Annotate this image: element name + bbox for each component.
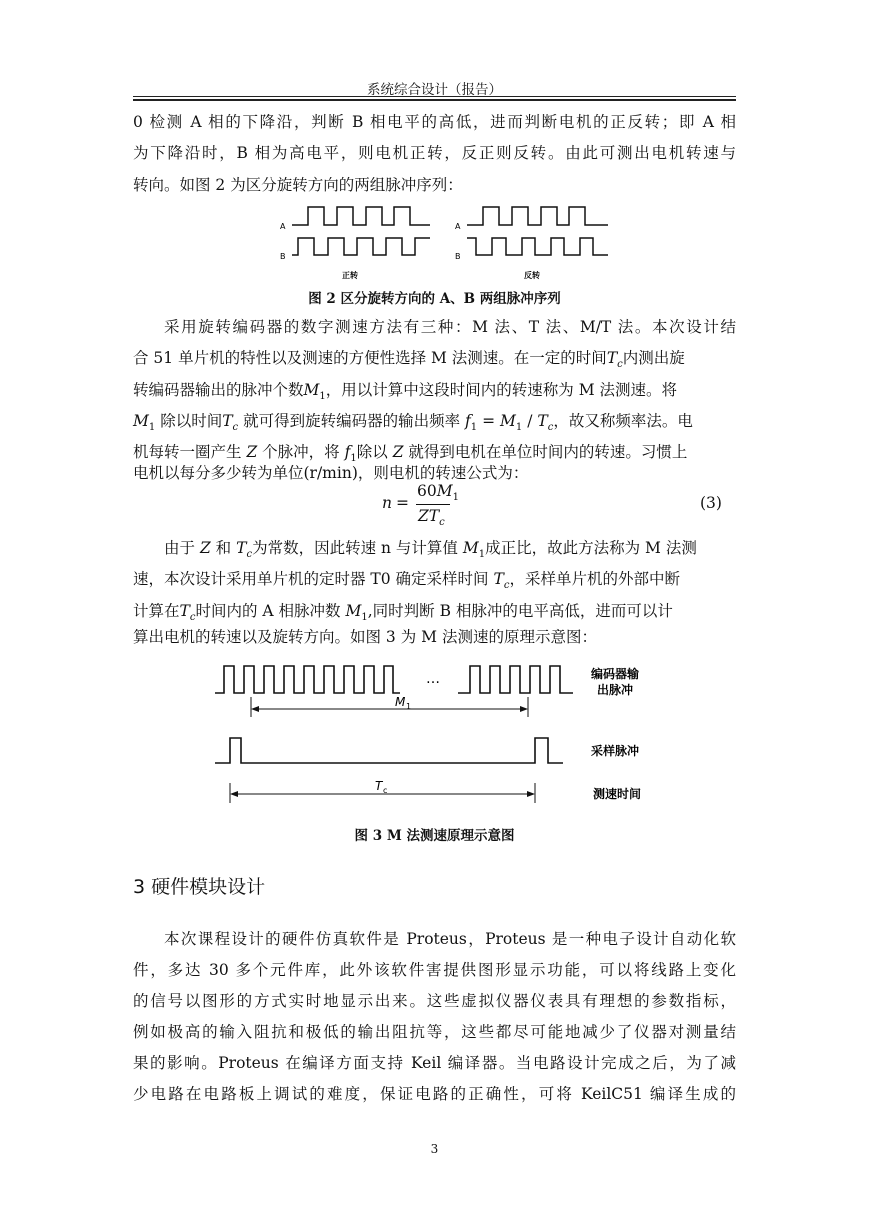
sym-c: c bbox=[439, 517, 445, 529]
sym-T: T bbox=[493, 570, 504, 588]
fig2-right-a-wave bbox=[467, 207, 608, 225]
sym-c: c bbox=[617, 359, 623, 371]
para1-line2: 为下降沿时，B 相为高电平，则电机正转，反正则反转。由此可测出电机转速与 bbox=[133, 144, 736, 162]
page-header-title: 系统综合设计（报告） bbox=[367, 82, 502, 98]
header-rule-thick bbox=[133, 99, 736, 101]
para3-line2-a: 速，本次设计采用单片机的定时器 T0 确定采样时间 bbox=[133, 570, 489, 588]
para1-line1: 0 检测 A 相的下降沿，判断 B 相电平的高低，进而判断电机的正反转；即 A 相 bbox=[133, 113, 736, 131]
sym-slash: / bbox=[527, 412, 533, 430]
para3-line1-d: 成正比，故此方法称为 M 法测 bbox=[485, 539, 697, 557]
eq-equals: = bbox=[396, 494, 409, 512]
fig3-encoder-pulses-left bbox=[215, 666, 400, 693]
figure2-pulse-diagram bbox=[262, 198, 642, 284]
para2-line1: 采用旋转编码器的数字测速方法有三种：M 法、T 法、M/T 法。本次设计结 bbox=[164, 318, 736, 336]
sym-T: T bbox=[428, 507, 440, 525]
equation-3 bbox=[360, 481, 460, 529]
sym-M: M bbox=[303, 381, 320, 399]
sym-eq: = bbox=[482, 412, 496, 430]
page-number: 3 bbox=[430, 1142, 439, 1156]
fig3-tc-sub: c bbox=[383, 786, 388, 795]
para2-line5-d: 就得到电机在单位时间内的转速。习惯上 bbox=[408, 443, 688, 461]
para3-line1 bbox=[133, 537, 736, 559]
para1-line3: 转向。如图 2 为区分旋转方向的两组脉冲序列： bbox=[133, 176, 463, 194]
sym-M: M bbox=[133, 412, 149, 430]
para4-line6: 少电路在电路板上调试的难度，保证电路的正确性，可将 KeilC51 编译生成的 bbox=[133, 1085, 736, 1103]
fig2-right-label-b: B bbox=[455, 252, 461, 261]
para2-line4-c: ，故又称频率法。电 bbox=[553, 412, 693, 430]
sym-c: c bbox=[547, 422, 554, 434]
figure3-caption: 图 3 M 法测速原理示意图 bbox=[354, 828, 515, 844]
sym-1: 1 bbox=[452, 492, 459, 504]
sym-f: f bbox=[465, 412, 471, 430]
fig2-left-a-wave bbox=[292, 207, 430, 225]
figure2-caption: 图 2 区分旋转方向的 A、B 两组脉冲序列 bbox=[308, 291, 561, 307]
sym-Z: Z bbox=[246, 443, 258, 461]
fig2-left-label-b: B bbox=[280, 252, 286, 261]
sym-T: T bbox=[179, 602, 190, 620]
para2-line3-b: ，用以计算中这段时间内的转速称为 M 法测速。将 bbox=[325, 381, 677, 399]
sym-c: c bbox=[232, 422, 239, 434]
para2-line3 bbox=[133, 379, 736, 401]
sym-T: T bbox=[222, 412, 233, 430]
sym-T: T bbox=[236, 539, 247, 557]
fig2-left-label-a: A bbox=[280, 222, 286, 231]
para4-line4: 例如极高的输入阻抗和极低的输出阻抗等，这些都尽可能地减少了仪器对测量结 bbox=[133, 1023, 736, 1041]
para3-line4: 算出电机的转速以及旋转方向。如图 3 为 M 法测速的原理示意图： bbox=[133, 628, 597, 646]
fig2-right-b-wave bbox=[467, 238, 608, 255]
fig2-left-caption: 正转 bbox=[342, 271, 358, 280]
sym-1: 1 bbox=[319, 391, 326, 403]
para2-line5-a: 机每转一圈产生 bbox=[133, 443, 242, 461]
fig3-ellipsis: … bbox=[426, 671, 440, 687]
para2-line2 bbox=[133, 347, 736, 369]
sym-1: 1 bbox=[470, 422, 478, 434]
fig3-sampling-pulses bbox=[215, 738, 563, 763]
fig3-encoder-label-1: 编码器输 bbox=[591, 667, 640, 681]
para4-line5: 果的影响。Proteus 在编译方面支持 Keil 编译器。当电路设计完成之后，为了减 bbox=[133, 1054, 736, 1072]
para3-line3-b: 时间内的 A 相脉冲数 bbox=[195, 602, 341, 620]
sym-1: 1 bbox=[350, 453, 357, 465]
para2-line5-c: 除以 bbox=[356, 443, 388, 461]
sym-f: f bbox=[344, 443, 351, 461]
para2-line6: 电机以每分多少转为单位(r/min)，则电机的转速公式为： bbox=[133, 464, 529, 482]
sym-1: 1 bbox=[478, 549, 486, 561]
sym-c: c bbox=[189, 612, 196, 624]
para3-line3 bbox=[133, 600, 736, 622]
sym-T: T bbox=[606, 349, 618, 367]
para2-line5 bbox=[133, 441, 736, 463]
sym-M: M bbox=[500, 412, 516, 430]
fig3-encoder-label-2: 出脉冲 bbox=[597, 683, 634, 697]
para2-line5-b: 个脉冲，将 bbox=[262, 443, 340, 461]
sym-1: 1 bbox=[148, 422, 156, 434]
figure3-m-method-diagram bbox=[205, 655, 665, 815]
para4-line2: 件，多达 30 多个元件库，此外该软件害提供图形显示功能，可以将线路上变化 bbox=[133, 961, 736, 979]
sym-1: 1 bbox=[361, 612, 368, 624]
para3-line2-b: ，采样单片机的外部中断 bbox=[509, 570, 680, 588]
para2-line4 bbox=[133, 410, 736, 432]
sym-Z: Z bbox=[392, 443, 404, 461]
fig3-m1-label: M bbox=[395, 695, 406, 709]
sym-c: c bbox=[246, 549, 253, 561]
sym-M: M bbox=[436, 482, 453, 500]
fig3-m1-sub: 1 bbox=[406, 702, 412, 711]
sym-T: T bbox=[537, 412, 548, 430]
sym-Z: Z bbox=[418, 507, 429, 525]
para2-line2-b: 内测出旋 bbox=[622, 349, 685, 367]
fig3-speed-time-label: 测速时间 bbox=[593, 787, 642, 801]
para3-line2 bbox=[133, 568, 736, 590]
para2-line3-a: 转编码器输出的脉冲个数 bbox=[133, 381, 304, 399]
fig3-sample-label: 采样脉冲 bbox=[591, 744, 640, 758]
eq-sixty: 60 bbox=[417, 482, 437, 500]
para3-line1-c: 为常数，因此转速 n 与计算值 bbox=[252, 539, 458, 557]
fig2-right-label-a: A bbox=[455, 222, 461, 231]
sym-1: 1 bbox=[515, 422, 523, 434]
para3-line1-a: 由于 bbox=[164, 539, 196, 557]
para2-line4-a: 除以时间 bbox=[160, 412, 223, 430]
header-rule-thin bbox=[133, 96, 736, 97]
eq-numerator bbox=[417, 482, 459, 503]
eq-n: n bbox=[382, 494, 392, 512]
equation-number: (3) bbox=[700, 494, 722, 512]
para3-line1-b: 和 bbox=[215, 539, 232, 557]
fig2-left-b-wave bbox=[292, 238, 430, 255]
para4-line3: 的信号以图形的方式实时地显示出来。这些虚拟仪器仪表具有理想的参数指标， bbox=[133, 992, 736, 1010]
para3-line3-c: ,同时判断 B 相脉冲的电平高低，进而可以计 bbox=[367, 602, 673, 620]
sym-M: M bbox=[462, 539, 479, 557]
sym-M: M bbox=[345, 602, 362, 620]
fig3-encoder-pulses-right bbox=[458, 666, 573, 693]
section3-title: 3 硬件模块设计 bbox=[133, 876, 266, 898]
para3-line3-a: 计算在 bbox=[133, 602, 180, 620]
para4-line1: 本次课程设计的硬件仿真软件是 Proteus，Proteus 是一种电子设计自动化软 bbox=[164, 930, 736, 948]
eq-fraction-bar bbox=[416, 504, 450, 505]
para2-line4-b: 就可得到旋转编码器的输出频率 bbox=[243, 412, 461, 430]
sym-c: c bbox=[503, 580, 510, 592]
fig3-tc-label: T bbox=[375, 779, 383, 793]
para2-line2-a: 合 51 单片机的特性以及测速的方便性选择 M 法测速。在一定的时间 bbox=[133, 349, 607, 367]
fig2-right-caption: 反转 bbox=[524, 271, 540, 280]
sym-Z: Z bbox=[199, 539, 211, 557]
eq-denominator bbox=[418, 507, 445, 528]
